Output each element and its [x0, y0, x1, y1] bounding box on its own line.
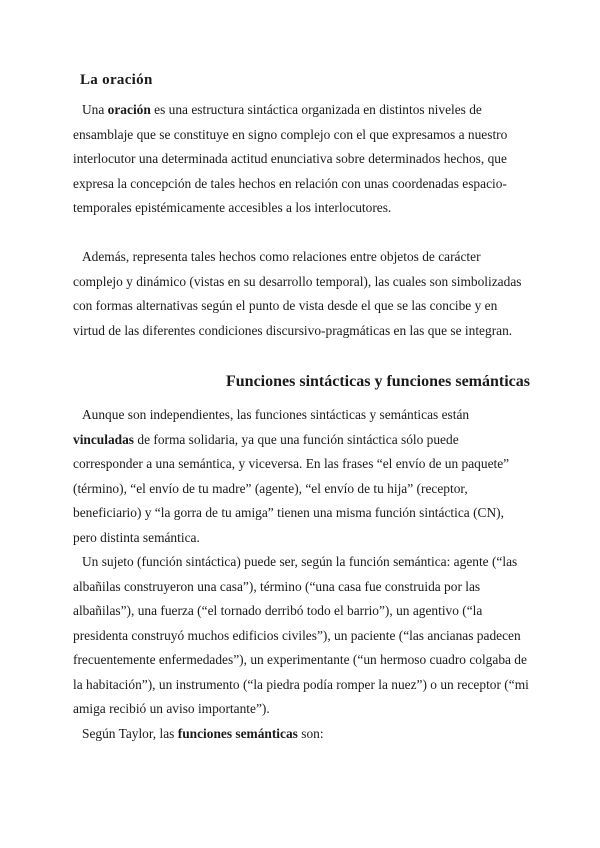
bold-term-vinculadas: vinculadas — [73, 431, 135, 447]
text-run: Según Taylor, las — [82, 726, 178, 741]
text-run: Además, representa tales hechos como relaciones entre objetos de carácter complejo y dinámico (vistas en su desarrollo temporal), las cuales son simbolizadas con formas alternativas según el punto de vista desde el que se las concibe y en virtud de las diferentes condiciones discursivo-pragmáticas en las que se integran. — [73, 249, 522, 338]
paragraph-oracion-definicion — [73, 98, 529, 221]
paragraph-segun-taylor — [73, 722, 529, 747]
section-heading-la-oracion: La oración — [80, 72, 153, 88]
text-run: de forma solidaria, ya que una función sintáctica sólo puede corresponder a una semántica, y viceversa. En las frases “el envío de un paquete” (término), “el envío de tu madre” (agente), “el envío de tu hija” (receptor, beneficiario) y “la gorra de tu amiga” tienen una misma función sintáctica (CN), pero distinta semántica. — [73, 431, 510, 545]
bold-term-funciones-semanticas: funciones semánticas — [177, 726, 298, 741]
text-run: es una estructura sintáctica organizada en distintos niveles de ensamblaje que se constituye en signo complejo con el que expresamos a nuestro interlocutor una determinada actitud enunciativa sobre determinados hechos, que expresa la concepción de tales hechos en relación con unas coordenadas espacio-temporales epistémicamente accesibles a los interlocutores. — [73, 102, 508, 215]
text-run: Una — [82, 102, 108, 117]
text-run: Aunque son independientes, las funciones sintácticas y semánticas están — [82, 407, 470, 422]
paragraph-sujeto — [73, 550, 529, 722]
section-heading-funciones: Funciones sintácticas y funciones semánticas — [226, 373, 530, 390]
text-run: son: — [297, 726, 324, 741]
paragraph-ademas — [73, 245, 529, 343]
paragraph-vinculadas — [73, 403, 529, 550]
text-run: Un sujeto (función sintáctica) puede ser, según la función semántica: agente (“las albañilas construyeron una casa”), término (“una casa fue construida por las albañilas”), una fuerza (“el tornado derribó todo el barrio”), un agentivo (“la presidenta construyó muchos edificios civiles”), un paciente (“las ancianas padecen frecuentemente enfermedades”), un experimentante (“un hermoso cuadro colgaba de la habitación”), un instrumento (“la piedra podía romper la nuez”) o un receptor (“mi amiga recibió un aviso importante”). — [73, 554, 529, 716]
bold-term-oracion: oración — [107, 102, 151, 117]
